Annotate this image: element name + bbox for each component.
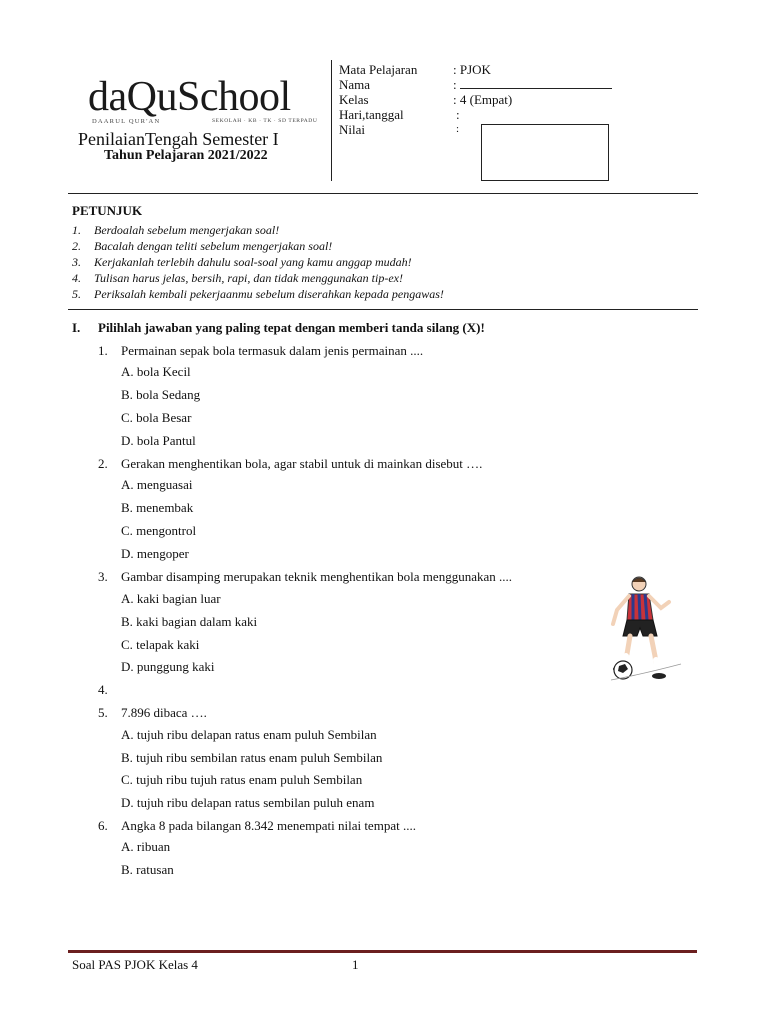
instructions-rule — [68, 309, 698, 310]
score-box — [481, 124, 609, 181]
option-3b[interactable]: B. kaki bagian dalam kaki — [121, 614, 258, 629]
option-6a[interactable]: A. ribuan — [121, 839, 171, 854]
instruction-item: 2. Bacalah dengan teliti sebelum mengerjakan soal! — [72, 239, 333, 253]
option-5c[interactable]: C. tujuh ribu tujuh ratus enam puluh Sembilan — [121, 772, 363, 787]
name-blank-line — [460, 77, 612, 89]
option-6b[interactable]: B. ratusan — [121, 862, 174, 877]
question-4: 4. — [98, 682, 108, 697]
instruction-item: 1. Berdoalah sebelum mengerjakan soal! — [72, 223, 280, 237]
option-1c[interactable]: C. bola Besar — [121, 410, 192, 425]
soccer-player-illustration — [603, 574, 683, 686]
option-2b[interactable]: B. menembak — [121, 500, 194, 515]
instruction-item: 5. Periksalah kembali pekerjaanmu sebelum diserahkan kepada pengawas! — [72, 287, 444, 301]
option-2a[interactable]: A. menguasai — [121, 477, 193, 492]
option-1d[interactable]: D. bola Pantul — [121, 433, 196, 448]
option-5d[interactable]: D. tujuh ribu delapan ratus sembilan puluh enam — [121, 795, 375, 810]
school-year: Tahun Pelajaran 2021/2022 — [104, 148, 268, 163]
field-label-class: Kelas — [339, 92, 369, 107]
question-6: 6. Angka 8 pada bilangan 8.342 menempati nilai tempat .... — [98, 818, 416, 833]
field-label-subject: Mata Pelajaran — [339, 62, 418, 77]
footer-rule — [68, 950, 697, 953]
option-3c[interactable]: C. telapak kaki — [121, 637, 200, 652]
question-3: 3. Gambar disamping merupakan teknik menghentikan bola menggunakan .... — [98, 569, 512, 584]
question-1: 1. Permainan sepak bola termasuk dalam jenis permainan .... — [98, 343, 424, 358]
option-2d[interactable]: D. mengoper — [121, 546, 189, 561]
option-3d[interactable]: D. punggung kaki — [121, 659, 215, 674]
field-label-date: Hari,tanggal — [339, 107, 404, 122]
option-5b[interactable]: B. tujuh ribu sembilan ratus enam puluh Sembilan — [121, 750, 383, 765]
exam-title: PenilaianTengah Semester I — [78, 129, 279, 149]
question-2: 2. Gerakan menghentikan bola, agar stabil untuk di mainkan disebut …. — [98, 456, 483, 471]
header-rule — [68, 193, 698, 194]
field-label-name: Nama — [339, 77, 371, 92]
school-logo: daQuSchool — [88, 74, 291, 120]
header-divider — [331, 60, 332, 181]
option-5a[interactable]: A. tujuh ribu delapan ratus enam puluh Sembilan — [121, 727, 377, 742]
page-number: 1 — [352, 957, 359, 972]
option-2c[interactable]: C. mengontrol — [121, 523, 197, 538]
field-value-class: : 4 (Empat) — [453, 92, 513, 107]
option-1b[interactable]: B. bola Sedang — [121, 387, 201, 402]
instruction-item: 4. Tulisan harus jelas, bersih, rapi, dan tidak menggunakan tip-ex! — [72, 271, 403, 285]
instructions-heading: PETUNJUK — [72, 203, 143, 218]
field-label-score: Nilai — [339, 122, 365, 137]
option-1a[interactable]: A. bola Kecil — [121, 364, 191, 379]
field-value-date: : — [456, 107, 460, 122]
question-5: 5. 7.896 dibaca …. — [98, 705, 207, 720]
field-value-name: : — [453, 77, 612, 92]
footer-label: Soal PAS PJOK Kelas 4 — [72, 957, 198, 972]
option-3a[interactable]: A. kaki bagian luar — [121, 591, 221, 606]
section-heading: I. Pilihlah jawaban yang paling tepat dengan memberi tanda silang (X)! — [72, 320, 485, 335]
field-value-subject: : PJOK — [453, 62, 491, 77]
field-value-score: : — [456, 123, 460, 135]
instruction-item: 3. Kerjakanlah terlebih dahulu soal-soal yang kamu anggap mudah! — [72, 255, 412, 269]
logo-tagline: DAARUL QUR'AN SEKOLAH · KB · TK · SD TERPADU — [92, 118, 318, 125]
